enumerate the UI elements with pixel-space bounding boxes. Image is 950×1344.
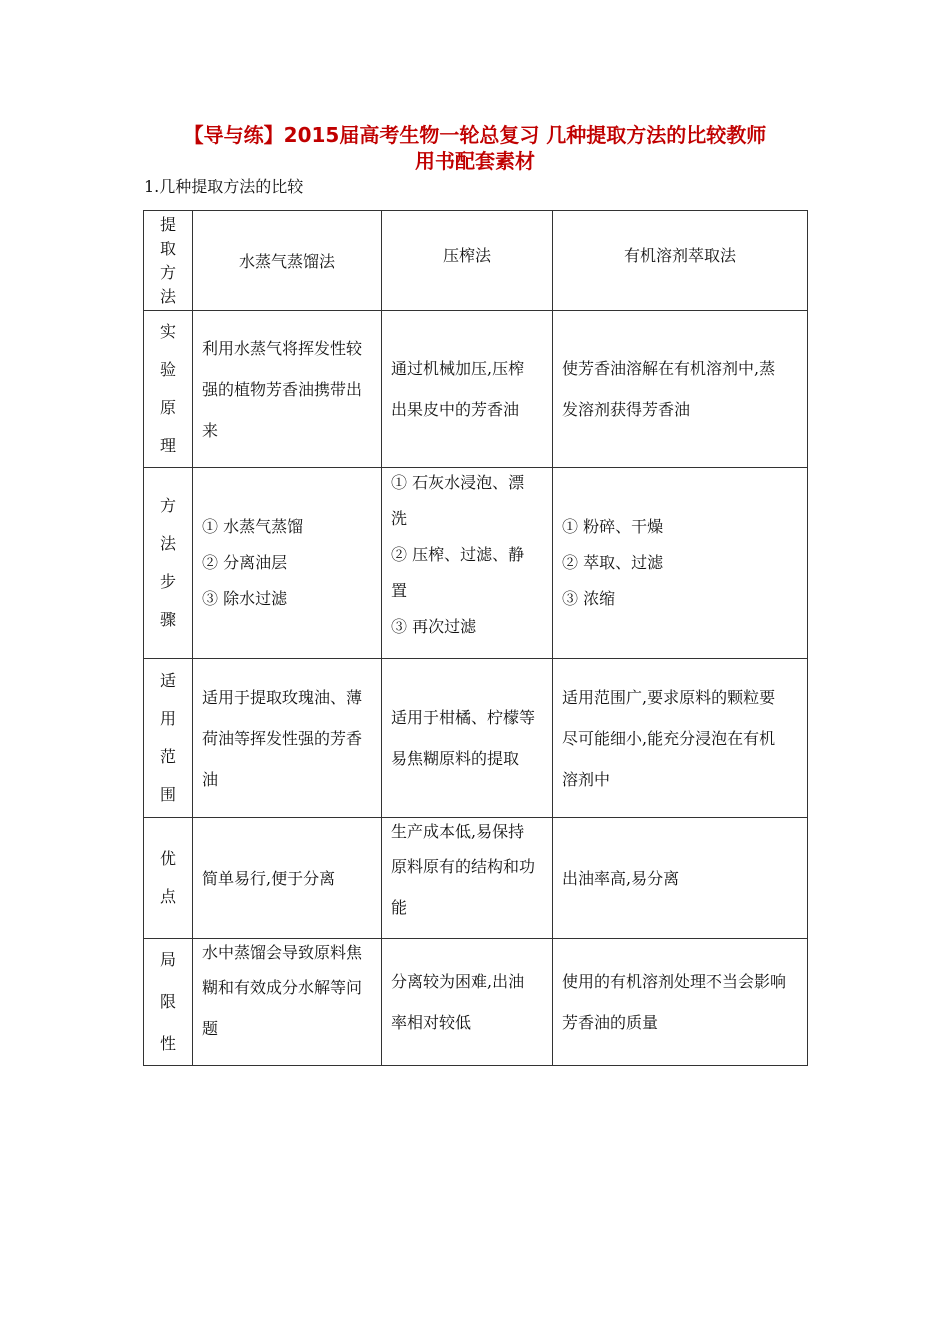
table-row [144, 939, 808, 1066]
cell-line: 糊和有效成分水解等问 [202, 978, 363, 997]
row-label-char: 范 [159, 747, 176, 766]
cell-line: 尽可能细小,能充分浸泡在有机 [562, 728, 776, 748]
cell-line: 油 [202, 769, 219, 789]
cell-line: 适用于提取玫瑰油、薄 [202, 687, 363, 707]
cell-line: 洗 [391, 509, 408, 528]
cell-line: 出油率高,易分离 [562, 868, 680, 888]
table-cell [382, 659, 553, 818]
column-header-steam-distillation: 水蒸气蒸馏法 [193, 211, 382, 311]
row-label-char: 方 [159, 496, 176, 515]
table-cell [193, 818, 382, 939]
column-header-solvent-extraction: 有机溶剂萃取法 [553, 211, 808, 311]
cell-line: 发溶剂获得芳香油 [562, 400, 691, 419]
row-label-char: 验 [159, 360, 176, 379]
header-label-char: 方 [159, 262, 176, 282]
row-label-cell [144, 468, 193, 659]
cell-line: 出果皮中的芳香油 [391, 400, 520, 419]
table-cell [193, 468, 382, 659]
cell-line: ② 萃取、过滤 [562, 553, 664, 572]
header-label-cell [144, 211, 193, 311]
table-row [144, 659, 808, 818]
cell-line: 使芳香油溶解在有机溶剂中,蒸 [562, 359, 776, 378]
row-label-char: 性 [159, 1034, 176, 1053]
table-row [144, 311, 808, 468]
row-label-char: 限 [159, 992, 176, 1011]
table-row [144, 468, 808, 659]
table-row [144, 818, 808, 939]
table-cell [193, 939, 382, 1066]
cell-line: 荷油等挥发性强的芳香 [202, 728, 363, 748]
row-label-char: 优 [159, 849, 176, 868]
title-line-1: 【导与练】2015届高考生物一轮总复习 几种提取方法的比较教师 [183, 123, 767, 147]
cell-line: 强的植物芳香油携带出 [202, 379, 363, 399]
table-cell [382, 311, 553, 468]
table-cell [553, 659, 808, 818]
cell-line: 能 [391, 898, 408, 917]
cell-line: 率相对较低 [391, 1013, 472, 1032]
row-label-char: 适 [159, 671, 176, 690]
row-label-char: 步 [159, 572, 176, 591]
header-label-char: 提 [159, 214, 176, 234]
cell-line: 来 [202, 420, 219, 440]
column-header-pressing: 压榨法 [382, 211, 553, 311]
section-heading: 1.几种提取方法的比较 [144, 177, 304, 196]
cell-line: 分离较为困难,出油 [391, 972, 525, 991]
cell-line: 置 [391, 581, 408, 600]
comparison-table [143, 210, 808, 1066]
cell-line: ① 水蒸气蒸馏 [202, 517, 304, 536]
cell-line: ③ 再次过滤 [391, 617, 477, 636]
header-label-char: 法 [159, 286, 176, 306]
cell-line: 生产成本低,易保持 [391, 822, 525, 841]
row-label-cell [144, 311, 193, 468]
table-cell [193, 659, 382, 818]
cell-line: ② 压榨、过滤、静 [391, 545, 525, 564]
row-label-char: 骤 [159, 610, 176, 629]
cell-line: 芳香油的质量 [562, 1013, 659, 1032]
cell-line: 原料原有的结构和功 [391, 857, 536, 876]
cell-line: ① 粉碎、干燥 [562, 517, 664, 536]
row-label-char: 原 [159, 398, 176, 417]
table-cell [553, 818, 808, 939]
row-label-char: 实 [159, 322, 176, 341]
cell-line: 使用的有机溶剂处理不当会影响 [562, 972, 787, 991]
row-label-cell [144, 659, 193, 818]
header-label-char: 取 [159, 238, 176, 258]
table-cell [553, 311, 808, 468]
table-cell [193, 311, 382, 468]
cell-line: 利用水蒸气将挥发性较 [202, 338, 363, 358]
cell-line: 简单易行,便于分离 [202, 868, 336, 888]
cell-line: ① 石灰水浸泡、漂 [391, 473, 525, 492]
cell-line: ③ 除水过滤 [202, 589, 288, 608]
table-cell [382, 818, 553, 939]
row-label-cell [144, 818, 193, 939]
row-label-char: 理 [159, 436, 176, 455]
cell-line: 溶剂中 [562, 769, 611, 789]
row-label-char: 法 [159, 534, 176, 553]
cell-line: 易焦糊原料的提取 [391, 749, 520, 768]
cell-line: 通过机械加压,压榨 [391, 359, 525, 378]
table-header-row [144, 211, 808, 311]
cell-line: ③ 浓缩 [562, 589, 616, 608]
row-label-char: 点 [159, 887, 176, 906]
table-cell [382, 939, 553, 1066]
row-label-char: 用 [159, 709, 176, 728]
row-label-char: 局 [159, 950, 176, 969]
row-label-cell [144, 939, 193, 1066]
cell-line: 适用于柑橘、柠檬等 [391, 708, 536, 727]
cell-line: 题 [202, 1019, 219, 1038]
table-cell [553, 468, 808, 659]
title-line-2: 用书配套素材 [415, 149, 535, 173]
table-cell [382, 468, 553, 659]
cell-line: 水中蒸馏会导致原料焦 [202, 943, 363, 962]
document-title [0, 122, 950, 174]
cell-line: 适用范围广,要求原料的颗粒要 [562, 687, 776, 707]
table-cell [553, 939, 808, 1066]
cell-line: ② 分离油层 [202, 553, 288, 572]
row-label-char: 围 [159, 785, 176, 804]
